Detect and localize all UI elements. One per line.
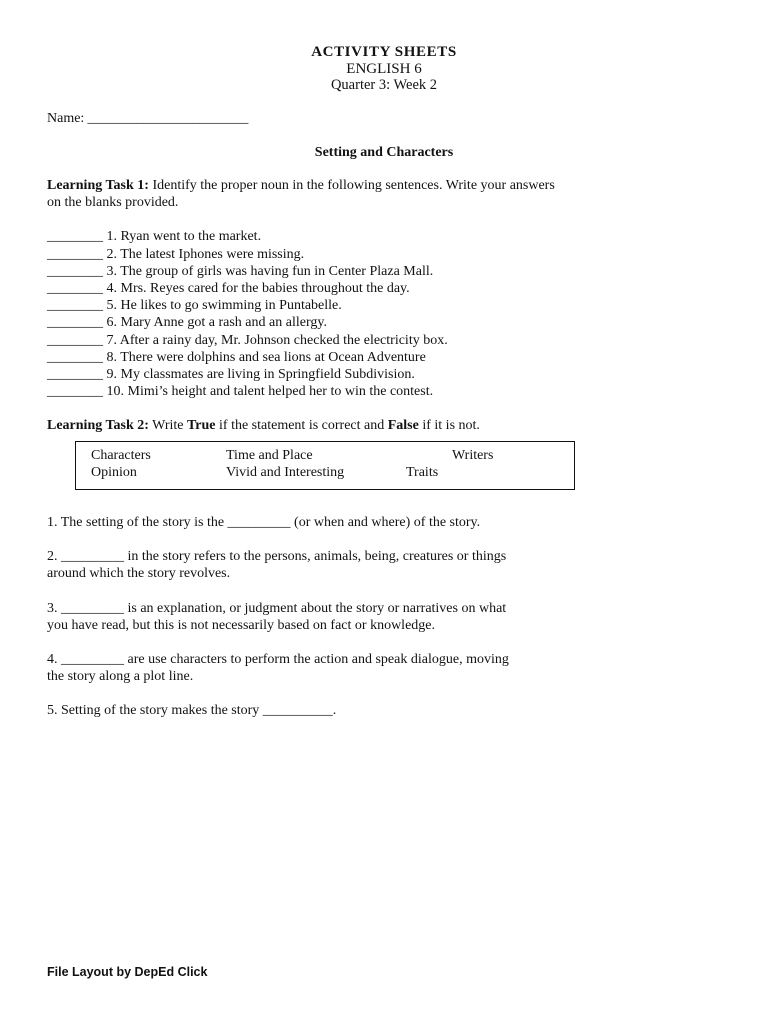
question-3 <box>47 600 721 634</box>
word-bank-term-traits: Traits <box>406 464 439 480</box>
document-title: ACTIVITY SHEETS <box>311 44 457 60</box>
section-title: Setting and Characters <box>314 144 454 160</box>
name-label: Name: <box>47 110 85 126</box>
word-bank-term-characters: Characters <box>91 447 151 463</box>
task2-label: Learning Task 2: <box>47 418 149 434</box>
task1-item-1: ________ 1. Ryan went to the market. <box>47 229 262 245</box>
task1-item-2: ________ 2. The latest Iphones were missing. <box>47 246 305 262</box>
question-4 <box>47 651 721 685</box>
question-1-line-1: 1. The setting of the story is the _________ (or when and where) of the story. <box>47 514 481 530</box>
question-2-line-1: 2. _________ in the story refers to the persons, animals, being, creatures or things <box>47 549 507 565</box>
word-bank-term-time-and-place: Time and Place <box>226 447 313 463</box>
document-header <box>47 44 721 94</box>
task1-item-4: ________ 4. Mrs. Reyes cared for the babies throughout the day. <box>47 280 410 296</box>
question-4-line-2: the story along a plot line. <box>47 669 194 685</box>
question-3-line-1: 3. _________ is an explanation, or judgment about the story or narratives on what <box>47 600 507 616</box>
task2-text-2: if the statement is correct and <box>215 418 388 434</box>
task1-instructions <box>47 177 721 211</box>
name-blank-line: _______________________ <box>87 110 249 126</box>
word-bank-term-vivid-and-interesting: Vivid and Interesting <box>226 464 345 480</box>
task1-item-7: ________ 7. After a rainy day, Mr. Johnson checked the electricity box. <box>47 332 448 348</box>
task1-instructions-line2: on the blanks provided. <box>47 195 179 211</box>
word-bank-term-opinion: Opinion <box>91 464 137 480</box>
question-1 <box>47 514 721 531</box>
task1-label: Learning Task 1: <box>47 177 149 193</box>
task1-instructions-text: Identify the proper noun in the following sentences. Write your answers <box>148 177 555 193</box>
task2-keyword-false: False <box>387 418 419 434</box>
task1-item-10: ________ 10. Mimi’s height and talent helped her to win the contest. <box>47 384 434 400</box>
word-bank-row-1 <box>91 447 574 464</box>
task1-item-list <box>47 228 721 400</box>
word-bank-row-2 <box>91 464 574 481</box>
document-subject: ENGLISH 6 <box>346 60 422 77</box>
word-bank-term-writers: Writers <box>452 447 494 463</box>
task1-item-5: ________ 5. He likes to go swimming in Puntabelle. <box>47 298 342 314</box>
document-quarter-week: Quarter 3: Week 2 <box>330 77 438 93</box>
question-5-line-1: 5. Setting of the story makes the story __________. <box>47 703 337 719</box>
task2-text-3: if it is not. <box>418 418 480 434</box>
question-5 <box>47 702 721 719</box>
task2-instructions <box>47 417 721 434</box>
word-bank-box <box>75 441 575 490</box>
question-3-line-2: you have read, but this is not necessarily based on fact or knowledge. <box>47 617 436 633</box>
question-2-line-2: around which the story revolves. <box>47 566 231 582</box>
name-row <box>47 110 721 127</box>
task2-text-1: Write <box>148 418 187 434</box>
question-4-line-1: 4. _________ are use characters to perform the action and speak dialogue, moving <box>47 651 509 667</box>
task1-item-3: ________ 3. The group of girls was having fun in Center Plaza Mall. <box>47 263 434 279</box>
question-2 <box>47 548 721 582</box>
task1-item-6: ________ 6. Mary Anne got a rash and an allergy. <box>47 315 327 331</box>
task1-item-9: ________ 9. My classmates are living in Springfield Subdivision. <box>47 366 415 382</box>
task1-instructions-line1 <box>47 177 721 194</box>
task2-keyword-true: True <box>187 418 216 434</box>
task1-item-8: ________ 8. There were dolphins and sea lions at Ocean Adventure <box>47 349 426 365</box>
footer-credit: File Layout by DepEd Click <box>47 965 208 979</box>
